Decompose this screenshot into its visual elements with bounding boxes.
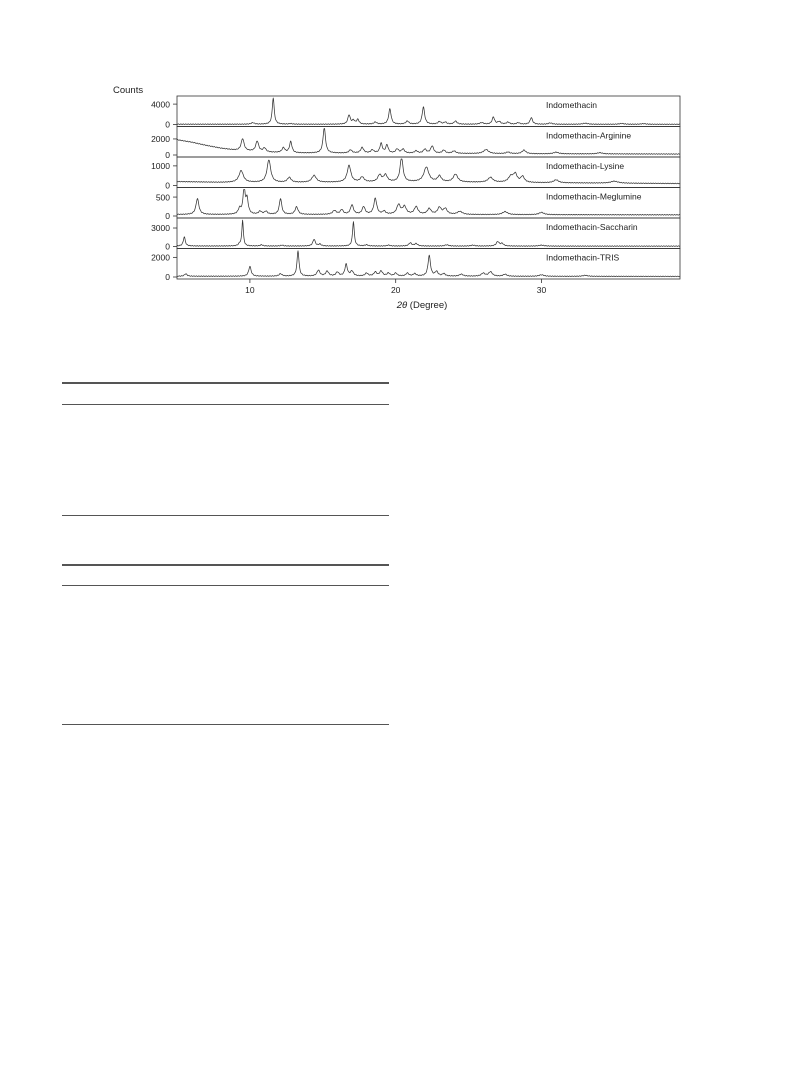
y-tick-label: 500 <box>155 192 170 203</box>
y-tick-label: 4000 <box>151 99 170 110</box>
table-2-top-rule <box>62 564 389 566</box>
y-tick-label: 0 <box>165 272 170 283</box>
table-1-top-rule <box>62 382 389 384</box>
panel-frame <box>177 96 680 127</box>
series-label: Indomethacin-Lysine <box>546 161 625 171</box>
x-tick-label: 20 <box>390 285 401 295</box>
xrpd-figure <box>0 0 793 330</box>
series-label: Indomethacin-TRIS <box>546 252 620 263</box>
y-tick-label: 2000 <box>151 134 170 145</box>
panel-1 <box>151 96 680 130</box>
y-tick-label: 1000 <box>151 161 170 172</box>
chart-panels <box>151 96 680 282</box>
y-tick-label: 0 <box>165 119 170 130</box>
y-axis-label: Counts <box>113 85 144 96</box>
table-1-header-rule <box>62 404 389 405</box>
panel-4 <box>156 188 680 222</box>
panel-2 <box>151 127 680 161</box>
table-1-bottom-rule <box>62 515 389 516</box>
y-tick-label: 2000 <box>151 252 170 263</box>
table-2-bottom-rule <box>62 724 389 725</box>
series-label: Indomethacin-Arginine <box>546 130 632 141</box>
x-axis-label-unit: (Degree) <box>407 300 448 311</box>
panel-5 <box>151 218 680 252</box>
y-tick-label: 3000 <box>151 223 170 234</box>
y-tick-label: 0 <box>165 241 170 252</box>
y-tick-label: 0 <box>165 211 170 222</box>
panel-3 <box>151 157 680 191</box>
y-tick-label: 0 <box>165 150 170 161</box>
series-label: Indomethacin-Saccharin <box>546 222 638 232</box>
x-tick-label: 10 <box>245 285 255 295</box>
x-axis-label-symbol: 2θ <box>396 300 408 311</box>
diffraction-trace <box>177 98 680 125</box>
x-axis <box>245 279 546 295</box>
series-label: Indomethacin-Meglumine <box>546 191 642 202</box>
panel-6 <box>151 249 680 283</box>
table-2-header-rule <box>62 585 389 586</box>
x-tick-label: 30 <box>536 285 547 295</box>
x-axis-label <box>396 300 448 311</box>
series-label: Indomethacin <box>546 100 598 110</box>
y-tick-label: 0 <box>165 180 170 191</box>
